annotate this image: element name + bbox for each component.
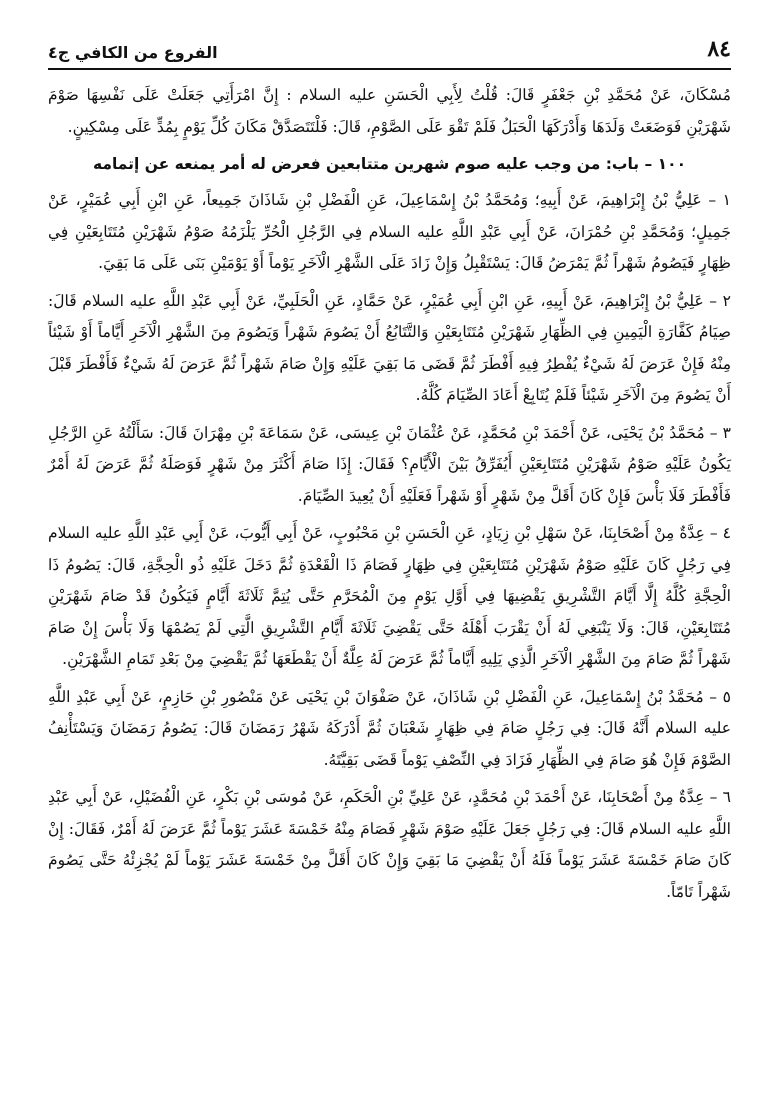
hadith-6: ٦ – عِدَّةٌ مِنْ أَصْحَابِنَا، عَنْ أَحْمَدَ بْنِ مُحَمَّدٍ، عَنْ عَلِيِّ بْنِ الْحَكَمِ، عَنْ مُوسَى بْنِ بَكْرٍ، عَنِ الْفُضَيْلِ، عَنْ أَبِي عَبْدِ اللَّهِ عليه السلام قَالَ: فِي رَجُلٍ جَعَلَ عَلَيْهِ صَوْمَ شَهْرٍ فَصَامَ مِنْهُ خَمْسَةَ عَشَرَ يَوْماً ثُمَّ عَرَضَ لَهُ أَمْرٌ، فَقَالَ: إِنْ كَانَ صَامَ خَمْسَةَ عَشَرَ يَوْماً فَلَهُ أَنْ يَقْضِيَ مَا بَقِيَ وَإِنْ كَانَ أَقَلَّ مِنْ خَمْسَةَ عَشَرَ يَوْماً لَمْ يُجْزِئْهُ حَتَّى يَصُومَ شَهْراً تَامّاً. bbox=[48, 788, 731, 901]
page-header bbox=[48, 28, 731, 62]
header-rule bbox=[48, 68, 731, 70]
hadith-4: ٤ – عِدَّةٌ مِنْ أَصْحَابِنَا، عَنْ سَهْلِ بْنِ زِيَادٍ، عَنِ الْحَسَنِ بْنِ مَحْبُوبٍ، عَنْ أَبِي أَيُّوبَ، عَنْ أَبِي عَبْدِ اللَّهِ عليه السلام فِي رَجُلٍ كَانَ عَلَيْهِ صَوْمُ شَهْرَيْنِ مُتَتَابِعَيْنِ فِي ظِهَارٍ فَصَامَ ذَا الْقَعْدَةِ ثُمَّ دَخَلَ عَلَيْهِ ذُو الْحِجَّةِ، قَالَ: يَصُومُ ذَا الْحِجَّةِ كُلَّهُ إِلَّا أَيَّامَ التَّشْرِيقِ يَقْضِيهَا فِي أَوَّلِ يَوْمٍ مِنَ الْمُحَرَّمِ حَتَّى يُتِمَّ ثَلَاثَةَ أَيَّامٍ فَيَكُونُ قَدْ صَامَ شَهْرَيْنِ مُتَتَابِعَيْنِ، قَالَ: وَلَا يَنْبَغِي لَهُ أَنْ يَقْرَبَ أَهْلَهُ حَتَّى يَقْضِيَ ثَلَاثَةَ أَيَّامِ التَّشْرِيقِ الَّتِي لَمْ يَصُمْهَا وَلَا بَأْسَ إِنْ صَامَ شَهْراً ثُمَّ صَامَ مِنَ الشَّهْرِ الْآخَرِ الَّذِي يَلِيهِ أَيَّاماً ثُمَّ عَرَضَ لَهُ عِلَّةٌ أَنْ يَقْطَعَهَا ثُمَّ يَقْضِيَ مِنْ بَعْدِ تَمَامِ الشَّهْرَيْنِ. bbox=[48, 524, 731, 668]
hadith-1: ١ – عَلِيُّ بْنُ إِبْرَاهِيمَ، عَنْ أَبِيهِ؛ وَمُحَمَّدُ بْنُ إِسْمَاعِيلَ، عَنِ الْفَضْلِ بْنِ شَاذَانَ جَمِيعاً، عَنِ ابْنِ أَبِي عُمَيْرٍ، عَنْ جَمِيلٍ؛ وَمُحَمَّدِ بْنِ حُمْرَانَ، عَنْ أَبِي عَبْدِ اللَّهِ عليه السلام فِي الرَّجُلِ الْحُرِّ يَلْزَمُهُ صَوْمُ شَهْرَيْنِ مُتَتَابِعَيْنِ فِي ظِهَارٍ فَيَصُومُ شَهْراً ثُمَّ يَمْرَضُ قَالَ: يَسْتَقْبِلُ وَإِنْ زَادَ عَلَى الشَّهْرِ الْآخَرِ يَوْماً أَوْ يَوْمَيْنِ بَنَى عَلَى مَا بَقِيَ. bbox=[48, 191, 731, 272]
book-title: الفروع من الكافي ج٤ bbox=[48, 43, 218, 62]
page-number: ٨٤ bbox=[707, 36, 731, 62]
hadith-5: ٥ – مُحَمَّدُ بْنُ إِسْمَاعِيلَ، عَنِ الْفَضْلِ بْنِ شَاذَانَ، عَنْ صَفْوَانَ بْنِ يَحْيَى عَنْ مَنْصُورِ بْنِ حَازِمٍ، عَنْ أَبِي عَبْدِ اللَّهِ عليه السلام أَنَّهُ قَالَ: فِي رَجُلٍ صَامَ فِي ظِهَارٍ شَعْبَانَ ثُمَّ أَدْرَكَهُ شَهْرُ رَمَضَانَ قَالَ: يَصُومُ رَمَضَانَ وَيَسْتَأْنِفُ الصَّوْمَ فَإِنْ هُوَ صَامَ فِي الظِّهَارِ فَزَادَ فِي النِّصْفِ يَوْماً قَضَى بَقِيَّتَهُ. bbox=[48, 687, 731, 769]
hadith-3: ٣ – مُحَمَّدُ بْنُ يَحْيَى، عَنْ أَحْمَدَ بْنِ مُحَمَّدٍ، عَنْ عُثْمَانَ بْنِ عِيسَى، عَنْ سَمَاعَةَ بْنِ مِهْرَانَ قَالَ: سَأَلْتُهُ عَنِ الرَّجُلِ يَكُونُ عَلَيْهِ صَوْمُ شَهْرَيْنِ مُتَتَابِعَيْنِ أَيُفَرِّقُ بَيْنَ الْأَيَّامِ؟ فَقَالَ: إِذَا صَامَ أَكْثَرَ مِنْ شَهْرٍ فَوَصَلَهُ ثُمَّ عَرَضَ لَهُ أَمْرٌ فَأَفْطَرَ فَلَا بَأْسَ فَإِنْ كَانَ أَقَلَّ مِنْ شَهْرٍ أَوْ شَهْراً فَعَلَيْهِ أَنْ يُعِيدَ الصِّيَامَ. bbox=[48, 423, 731, 505]
continuation-paragraph: مُسْكَانَ، عَنْ مُحَمَّدِ بْنِ جَعْفَرٍ قَالَ: قُلْتُ لِأَبِي الْحَسَنِ عليه السلام : إِنَّ امْرَأَتِي جَعَلَتْ عَلَى نَفْسِهَا صَوْمَ شَهْرَيْنِ فَوَضَعَتْ وَلَدَهَا وَأَدْرَكَهَا الْحَبَلُ فَلَمْ تَقْوَ عَلَى الصَّوْمِ، قَالَ: فَلْتَتَصَدَّقْ مَكَانَ كُلِّ يَوْمٍ بِمُدٍّ عَلَى مِسْكِينٍ. bbox=[48, 86, 731, 136]
page-body bbox=[48, 80, 731, 908]
chapter-title: ١٠٠ – باب: من وجب عليه صوم شهرين متتابعين فعرض له أمر يمنعه عن إتمامه bbox=[92, 155, 687, 173]
hadith-2: ٢ – عَلِيُّ بْنُ إِبْرَاهِيمَ، عَنْ أَبِيهِ، عَنِ ابْنِ أَبِي عُمَيْرٍ، عَنْ حَمَّادٍ، عَنِ الْحَلَبِيِّ، عَنْ أَبِي عَبْدِ اللَّهِ عليه السلام قَالَ: صِيَامُ كَفَّارَةِ الْيَمِينِ فِي الظِّهَارِ شَهْرَيْنِ مُتَتَابِعَيْنِ وَالتَّتَابُعُ أَنْ يَصُومَ شَهْراً وَيَصُومَ مِنَ الشَّهْرِ الْآخَرِ أَيَّاماً أَوْ شَيْئاً مِنْهُ فَإِنْ عَرَضَ لَهُ شَيْءٌ يُفْطِرُ فِيهِ أَفْطَرَ ثُمَّ قَضَى مَا بَقِيَ عَلَيْهِ وَإِنْ صَامَ شَهْراً ثُمَّ عَرَضَ لَهُ شَيْءٌ فَأَفْطَرَ قَبْلَ أَنْ يَصُومَ مِنَ الْآخَرِ شَيْئاً فَلَمْ يُتَابِعْ أَعَادَ الصِّيَامَ كُلَّهُ. bbox=[48, 291, 731, 404]
